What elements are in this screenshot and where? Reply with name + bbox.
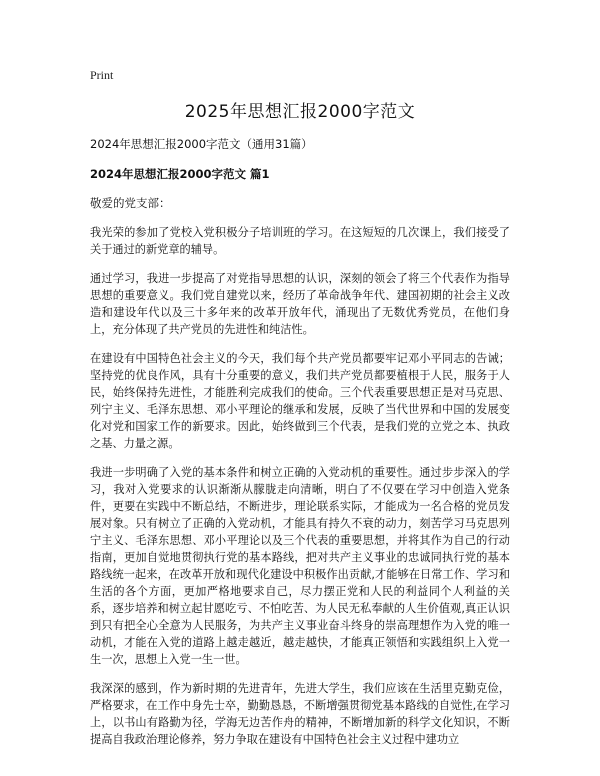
document-title: 2025年思想汇报2000字范文 xyxy=(184,102,416,122)
paragraph: 在建设有中国特色社会主义的今天，我们每个共产党员都要牢记邓小平同志的告诫；坚持党的优良作风，具有十分重要的意义，我们共产党员都要植根于人民，服务于人民，始终保持先进性，才能胜利完成我们的使命。三个代表重要思想正是对马克思、列宁主义、毛泽东思想、邓小平理论的继承和发展，反映了当代世界和中国的发展变化对党和国家工作的新要求。因此，始终做到三个代表，是我们党的立党之本、执政之基、力量之源。 xyxy=(90,352,510,450)
print-label: Print xyxy=(90,68,114,82)
salutation: 敬爱的党支部： xyxy=(90,196,171,210)
section-heading: 2024年思想汇报2000字范文 篇1 xyxy=(90,167,270,181)
paragraph: 通过学习，我进一步提高了对党指导思想的认识，深刻的领会了将三个代表作为指导思想的重要意义。我们党自建党以来，经历了革命战争年代、建国初期的社会主义改造和建设年代以及三十多年来的改革开放年代，涌现出了无数优秀党员，在他们身上，充分体现了共产党员的先进性和纯洁性。 xyxy=(90,272,510,336)
document-subtitle: 2024年思想汇报2000字范文（通用31篇） xyxy=(90,137,313,151)
paragraph: 我进一步明确了入党的基本条件和树立正确的入党动机的重要性。通过步步深入的学习，我对入党要求的认识渐渐从朦胧走向清晰，明白了不仅要在学习中创造入党条件，更要在实践中不断总结，不断进步，理论联系实际，才能成为一名合格的党员发展对象。只有树立了正确的入党动机，才能具有持久不衰的动力，刻苦学习马克思列宁主义、毛泽东思想、邓小平理论以及三个代表的重要思想，并将其作为自己的行动指南，更加自觉地贯彻执行党的基本路线，把对共产主义事业的忠诚同执行党的基本路线统一起来，在改革开放和现代化建设中积极作出贡献,才能够在日常工作、学习和生活的各个方面，更加严格地要求自己，尽力摆正党和人民的利益同个人利益的关系，逐步培养和树立起甘愿吃亏、不怕吃苦、为人民无私奉献的人生价值观,真正认识到只有把全心全意为人民服务，为共产主义事业奋斗终身的崇高理想作为入党的唯一动机，才能在入党的道路上越走越近，越走越快，才能真正领悟和实践组织上入党一生一次，思想上入党一生一世。 xyxy=(90,466,510,666)
paragraph: 我光荣的参加了党校入党积极分子培训班的学习。在这短短的几次课上，我们接受了关于通过的新党章的辅导。 xyxy=(90,226,510,256)
paragraph: 我深深的感到，作为新时期的先进青年，先进大学生，我们应该在生活里克勤克俭，严格要求，在工作中身先士卒，勤勤恳恳，不断增强贯彻党基本路线的自觉性,在学习上，以书山有路勤为径，学海无边苦作舟的精神，不断增加新的科学文化知识，不断提高自我政治理论修养，努力争取在建设有中国特色社会主义过程中建功立 xyxy=(90,682,510,746)
